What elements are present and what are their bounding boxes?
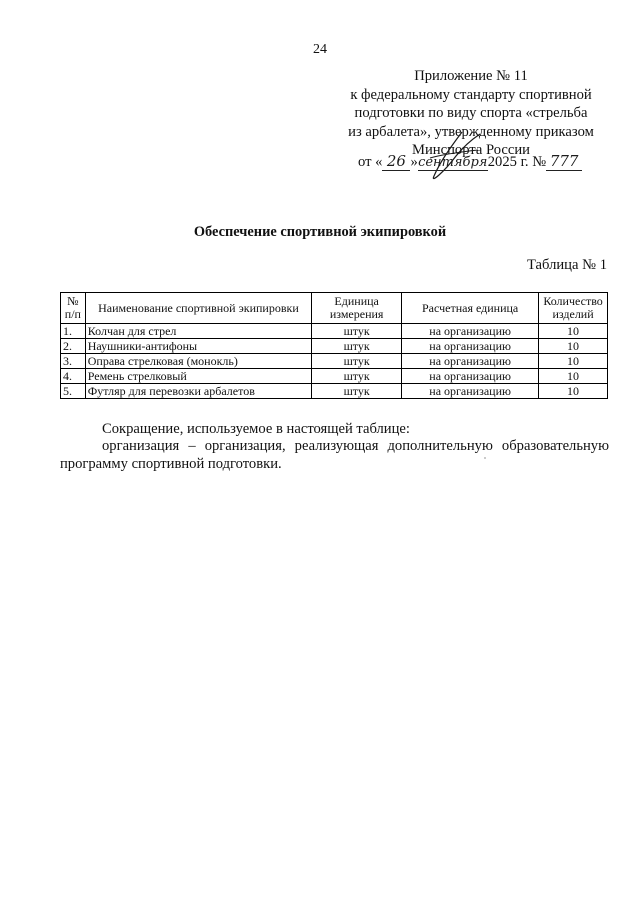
order-date-line — [358, 152, 618, 171]
date-mid: » — [410, 154, 418, 170]
cell-name: Футляр для перевозки арбалетов — [85, 384, 311, 399]
cell-qty: 10 — [539, 369, 608, 384]
header-calc: Расчетная единица — [402, 293, 539, 324]
cell-calc: на организацию — [402, 384, 539, 399]
abbreviation-definition: организация – организация, реализующая дополнительную образовательную программу спортивной подготовки. — [60, 438, 609, 472]
cell-unit: штук — [312, 384, 402, 399]
date-day: 26 — [382, 152, 410, 171]
cell-qty: 10 — [539, 384, 608, 399]
appendix-line: Приложение № 11 — [414, 68, 528, 84]
page-number: 24 — [313, 42, 327, 57]
header-name: Наименование спортивной экипировки — [85, 293, 311, 324]
table-row — [61, 384, 608, 399]
cell-unit: штук — [312, 369, 402, 384]
date-year: 2025 г. № — [487, 154, 547, 170]
abbreviation-intro: Сокращение, используемое в настоящей таблице: — [102, 421, 410, 437]
cell-num: 3. — [61, 354, 86, 369]
appendix-line: из арбалета», утвержденному приказом — [348, 123, 594, 140]
table-label: Таблица № 1 — [527, 257, 607, 273]
appendix-line: Минспорта России — [412, 142, 530, 159]
cell-calc: на организацию — [402, 369, 539, 384]
date-prefix: от « — [358, 154, 383, 170]
cell-calc: на организацию — [402, 354, 539, 369]
cell-num: 1. — [61, 324, 86, 339]
cell-qty: 10 — [539, 339, 608, 354]
table-row — [61, 369, 608, 384]
equipment-table — [60, 292, 608, 399]
section-title: Обеспечение спортивной экипировкой — [193, 224, 447, 240]
cell-num: 2. — [61, 339, 86, 354]
cell-unit: штук — [312, 354, 402, 369]
cell-unit: штук — [312, 324, 402, 339]
cell-num: 5. — [61, 384, 86, 399]
cell-name: Оправа стрелковая (монокль) — [85, 354, 311, 369]
order-number: 777 — [546, 152, 582, 171]
cell-num: 4. — [61, 369, 86, 384]
appendix-line: подготовки по виду спорта «стрельба — [354, 105, 588, 122]
header-unit: Единица измерения — [312, 293, 402, 324]
table-row — [61, 354, 608, 369]
cell-qty: 10 — [539, 354, 608, 369]
cell-qty: 10 — [539, 324, 608, 339]
cell-name: Ремень стрелковый — [85, 369, 311, 384]
cell-unit: штук — [312, 339, 402, 354]
table-row — [61, 324, 608, 339]
cell-name: Колчан для стрел — [85, 324, 311, 339]
cell-calc: на организацию — [402, 324, 539, 339]
cell-calc: на организацию — [402, 339, 539, 354]
table-header-row — [61, 293, 608, 324]
header-num: № п/п — [61, 293, 86, 324]
appendix-line: к федеральному стандарту спортивной — [350, 86, 592, 103]
date-month: сентября — [418, 155, 488, 170]
cell-name: Наушники-антифоны — [85, 339, 311, 354]
header-qty: Количество изделий — [539, 293, 608, 324]
scan-speck — [484, 457, 486, 459]
table-row — [61, 339, 608, 354]
